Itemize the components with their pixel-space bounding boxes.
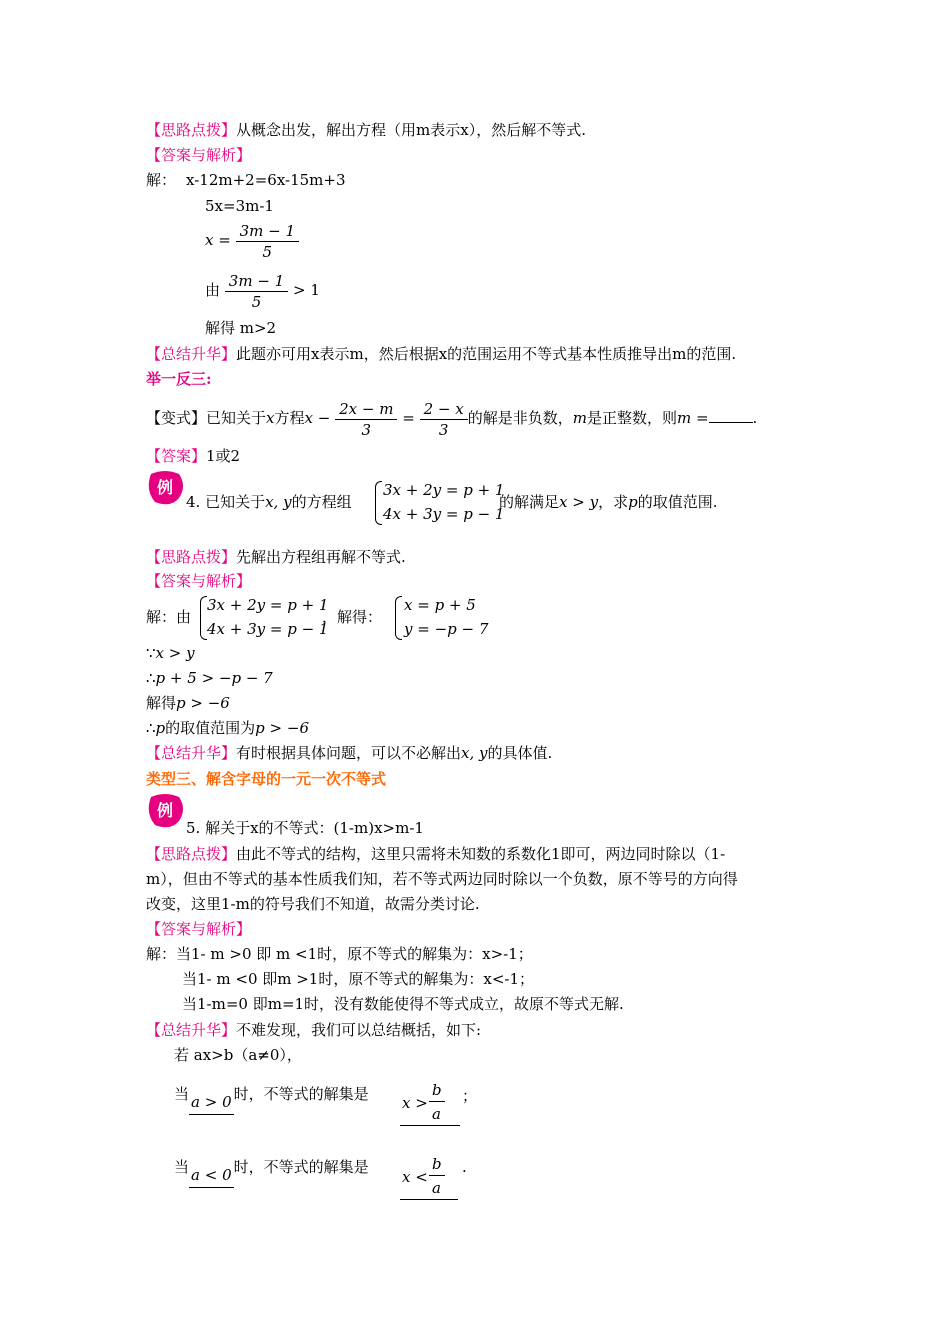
when-text-b: 时，不等式的解集是 — [233, 1158, 369, 1176]
solution-line-1 — [146, 170, 346, 190]
summary-text-a: 有时根据具体问题，可以不必解出 — [236, 744, 462, 762]
answer-tag: 【答案】 — [146, 447, 207, 465]
fraction-numerator: 2 − x — [420, 400, 468, 420]
hint-line-3: 改变，这里1-m的符号我们不知道，故需分类讨论. — [146, 895, 480, 913]
by-text: 由 — [205, 281, 221, 299]
result-line: 解得 m>2 — [205, 319, 277, 337]
system-eq-1: 3x + 2y = p + 1 — [383, 481, 505, 499]
variant-m: m — [572, 409, 587, 427]
therefore-line-2 — [146, 718, 309, 738]
hint-line — [146, 120, 586, 140]
when-text: 当 — [174, 1158, 190, 1176]
hint-tag: 【思路点拨】 — [146, 548, 237, 566]
ex4-question-end — [499, 492, 717, 512]
variant-text-b: 方程 — [274, 409, 305, 427]
summary-line — [146, 743, 552, 763]
fraction — [236, 222, 299, 261]
solution-numerator: b — [432, 1155, 442, 1173]
summary-tag: 【总结升华】 — [146, 1021, 237, 1039]
hint-text: 从概念出发，解出方程（用m表示x），然后解不等式. — [236, 121, 586, 139]
variant-tag: 【变式】 — [146, 409, 207, 427]
variant-end: . — [752, 409, 758, 427]
therefore-line-1 — [146, 668, 273, 688]
x-equals: x = — [205, 231, 231, 249]
case-line-2: 当1- m <0 即m >1时，原不等式的解集为：x<-1； — [182, 970, 534, 988]
hint-line-1 — [146, 844, 725, 864]
when-condition: a > 0 — [189, 1090, 234, 1115]
sol-b: ，解得： — [322, 608, 383, 626]
q-text-d: ，求 — [598, 493, 629, 511]
variant-line — [146, 396, 757, 440]
because-symbol: ∵ — [146, 644, 156, 662]
system-eq-2: 4x + 3y = p − 1 — [383, 505, 505, 523]
solution-prefix: 解： — [146, 171, 177, 189]
therefore-text: p + 5 > −p − 7 — [155, 669, 273, 687]
solution-fraction-bar — [429, 1101, 445, 1102]
practice-heading: 举一反三: — [146, 370, 212, 388]
fraction-denominator: 3 — [438, 420, 449, 439]
q-xy: x, y — [265, 493, 292, 511]
solve-line — [146, 693, 230, 713]
greater-than-one: > 1 — [293, 281, 320, 299]
solution-numerator: b — [432, 1081, 442, 1099]
practice-answer-line — [146, 446, 240, 466]
variant-text-d: 是正整数，则 — [586, 409, 677, 427]
result-brace — [395, 596, 402, 640]
answer-tag: 【答案与解析】 — [146, 146, 252, 164]
therefore-symbol: ∴ — [146, 669, 156, 687]
variant-x: x — [266, 409, 275, 427]
hint-tag: 【思路点拨】 — [146, 845, 237, 863]
section-heading: 类型三、解含字母的一元一次不等式 — [146, 770, 387, 788]
solution-lhs: x > — [402, 1094, 428, 1112]
summary-text: 不难发现，我们可以总结概括，如下: — [236, 1021, 482, 1039]
variant-x-minus: x − — [304, 409, 331, 427]
solve-result: p > −6 — [176, 694, 230, 712]
answer-text: 1或2 — [206, 447, 241, 465]
solution-underline — [400, 1125, 460, 1126]
sol-system-2: 4x + 3y = p − 1 — [207, 620, 329, 638]
summary-text: 此题亦可用x表示m，然后根据x的范围运用不等式基本性质推导出m的范围. — [236, 345, 737, 363]
when-line-1 — [174, 1084, 369, 1115]
hint-line — [146, 547, 406, 567]
q-condition: x > y — [559, 493, 599, 511]
sol-a: 解：由 — [146, 608, 192, 626]
fraction-denominator: 5 — [251, 292, 262, 311]
summary-tag: 【总结升华】 — [146, 345, 237, 363]
q-text-a: 4. 已知关于 — [186, 493, 266, 511]
summary-text-b: 的具体值. — [487, 744, 553, 762]
solution-fraction-bar — [429, 1175, 445, 1176]
result-eq-1: x = p + 5 — [404, 596, 476, 614]
badge-label: 例 — [156, 478, 174, 497]
ex4-question — [186, 492, 352, 512]
solution-line-2: 5x=3m-1 — [205, 197, 274, 215]
case-line-3: 当1-m=0 即m=1时，没有数能使得不等式成立，故原不等式无解. — [182, 995, 624, 1013]
sol-system-1: 3x + 2y = p + 1 — [207, 596, 329, 614]
q-text-e: 的取值范围. — [637, 493, 718, 511]
solution-line-4 — [205, 268, 320, 312]
therefore-symbol: ∴ — [146, 719, 156, 737]
summary-xy: x, y — [461, 744, 488, 762]
solution-denominator: a — [432, 1105, 441, 1123]
equation: x-12m+2=6x-15m+3 — [186, 171, 346, 189]
hint-text-1: 由此不等式的结构，这里只需将未知数的系数化1即可，两边同时除以（1- — [236, 845, 726, 863]
answer-tag: 【答案与解析】 — [146, 920, 252, 938]
answer-blank[interactable] — [709, 408, 753, 423]
variant-text-a: 已知关于 — [206, 409, 267, 427]
solution-lhs: x < — [402, 1168, 428, 1186]
summary-line — [146, 1020, 481, 1040]
equals-sign: = — [402, 409, 415, 427]
system-brace — [375, 481, 382, 525]
when-text-b: 时，不等式的解集是 — [233, 1085, 369, 1103]
fraction-left — [335, 400, 397, 439]
solution-denominator: a — [432, 1179, 441, 1197]
fraction-numerator: 3m − 1 — [236, 222, 299, 242]
fraction-right — [420, 400, 468, 439]
ex5-question: 5. 解关于x的不等式：(1-m)x>m-1 — [186, 819, 424, 837]
because-line — [146, 643, 195, 663]
summary-line — [146, 344, 736, 364]
variant-m-equals: m = — [676, 409, 709, 427]
when-end: . — [462, 1158, 467, 1176]
hint-tag: 【思路点拨】 — [146, 121, 237, 139]
fraction-denominator: 5 — [262, 242, 273, 261]
result-eq-2: y = −p − 7 — [404, 620, 489, 638]
fraction — [225, 272, 288, 311]
summary-tag: 【总结升华】 — [146, 744, 237, 762]
q-text-b: 的方程组 — [291, 493, 352, 511]
variant-text-c: 的解是非负数， — [467, 409, 573, 427]
when-condition: a < 0 — [189, 1163, 234, 1188]
range-text: 的取值范围为 — [165, 719, 256, 737]
solution-line-3 — [205, 218, 299, 262]
example-badge-icon — [145, 793, 185, 829]
fraction-denominator: 3 — [361, 420, 372, 439]
because-text: x > y — [155, 644, 195, 662]
solution-underline — [400, 1199, 458, 1200]
answer-tag: 【答案与解析】 — [146, 572, 252, 590]
hint-text: 先解出方程组再解不等式. — [236, 548, 406, 566]
hint-line-2: m），但由不等式的基本性质我们知，若不等式两边同时除以一个负数，原不等号的方向得 — [146, 870, 738, 888]
range-p: p — [155, 719, 166, 737]
fraction-numerator: 3m − 1 — [225, 272, 288, 292]
range-result: p > −6 — [255, 719, 309, 737]
when-text: 当 — [174, 1085, 190, 1103]
q-p: p — [628, 493, 638, 511]
case-line-1: 解：当1- m >0 即 m <1时，原不等式的解集为：x>-1； — [146, 945, 533, 963]
solve-text: 解得 — [146, 694, 177, 712]
if-line: 若 ax>b（a≠0）， — [174, 1046, 302, 1064]
q-text-c: 的解满足 — [499, 493, 560, 511]
system-brace — [200, 596, 207, 640]
when-line-2 — [174, 1157, 369, 1188]
fraction-numerator: 2x − m — [335, 400, 397, 420]
badge-label: 例 — [156, 801, 174, 820]
when-end: ； — [462, 1087, 478, 1105]
example-badge-icon — [145, 470, 185, 506]
